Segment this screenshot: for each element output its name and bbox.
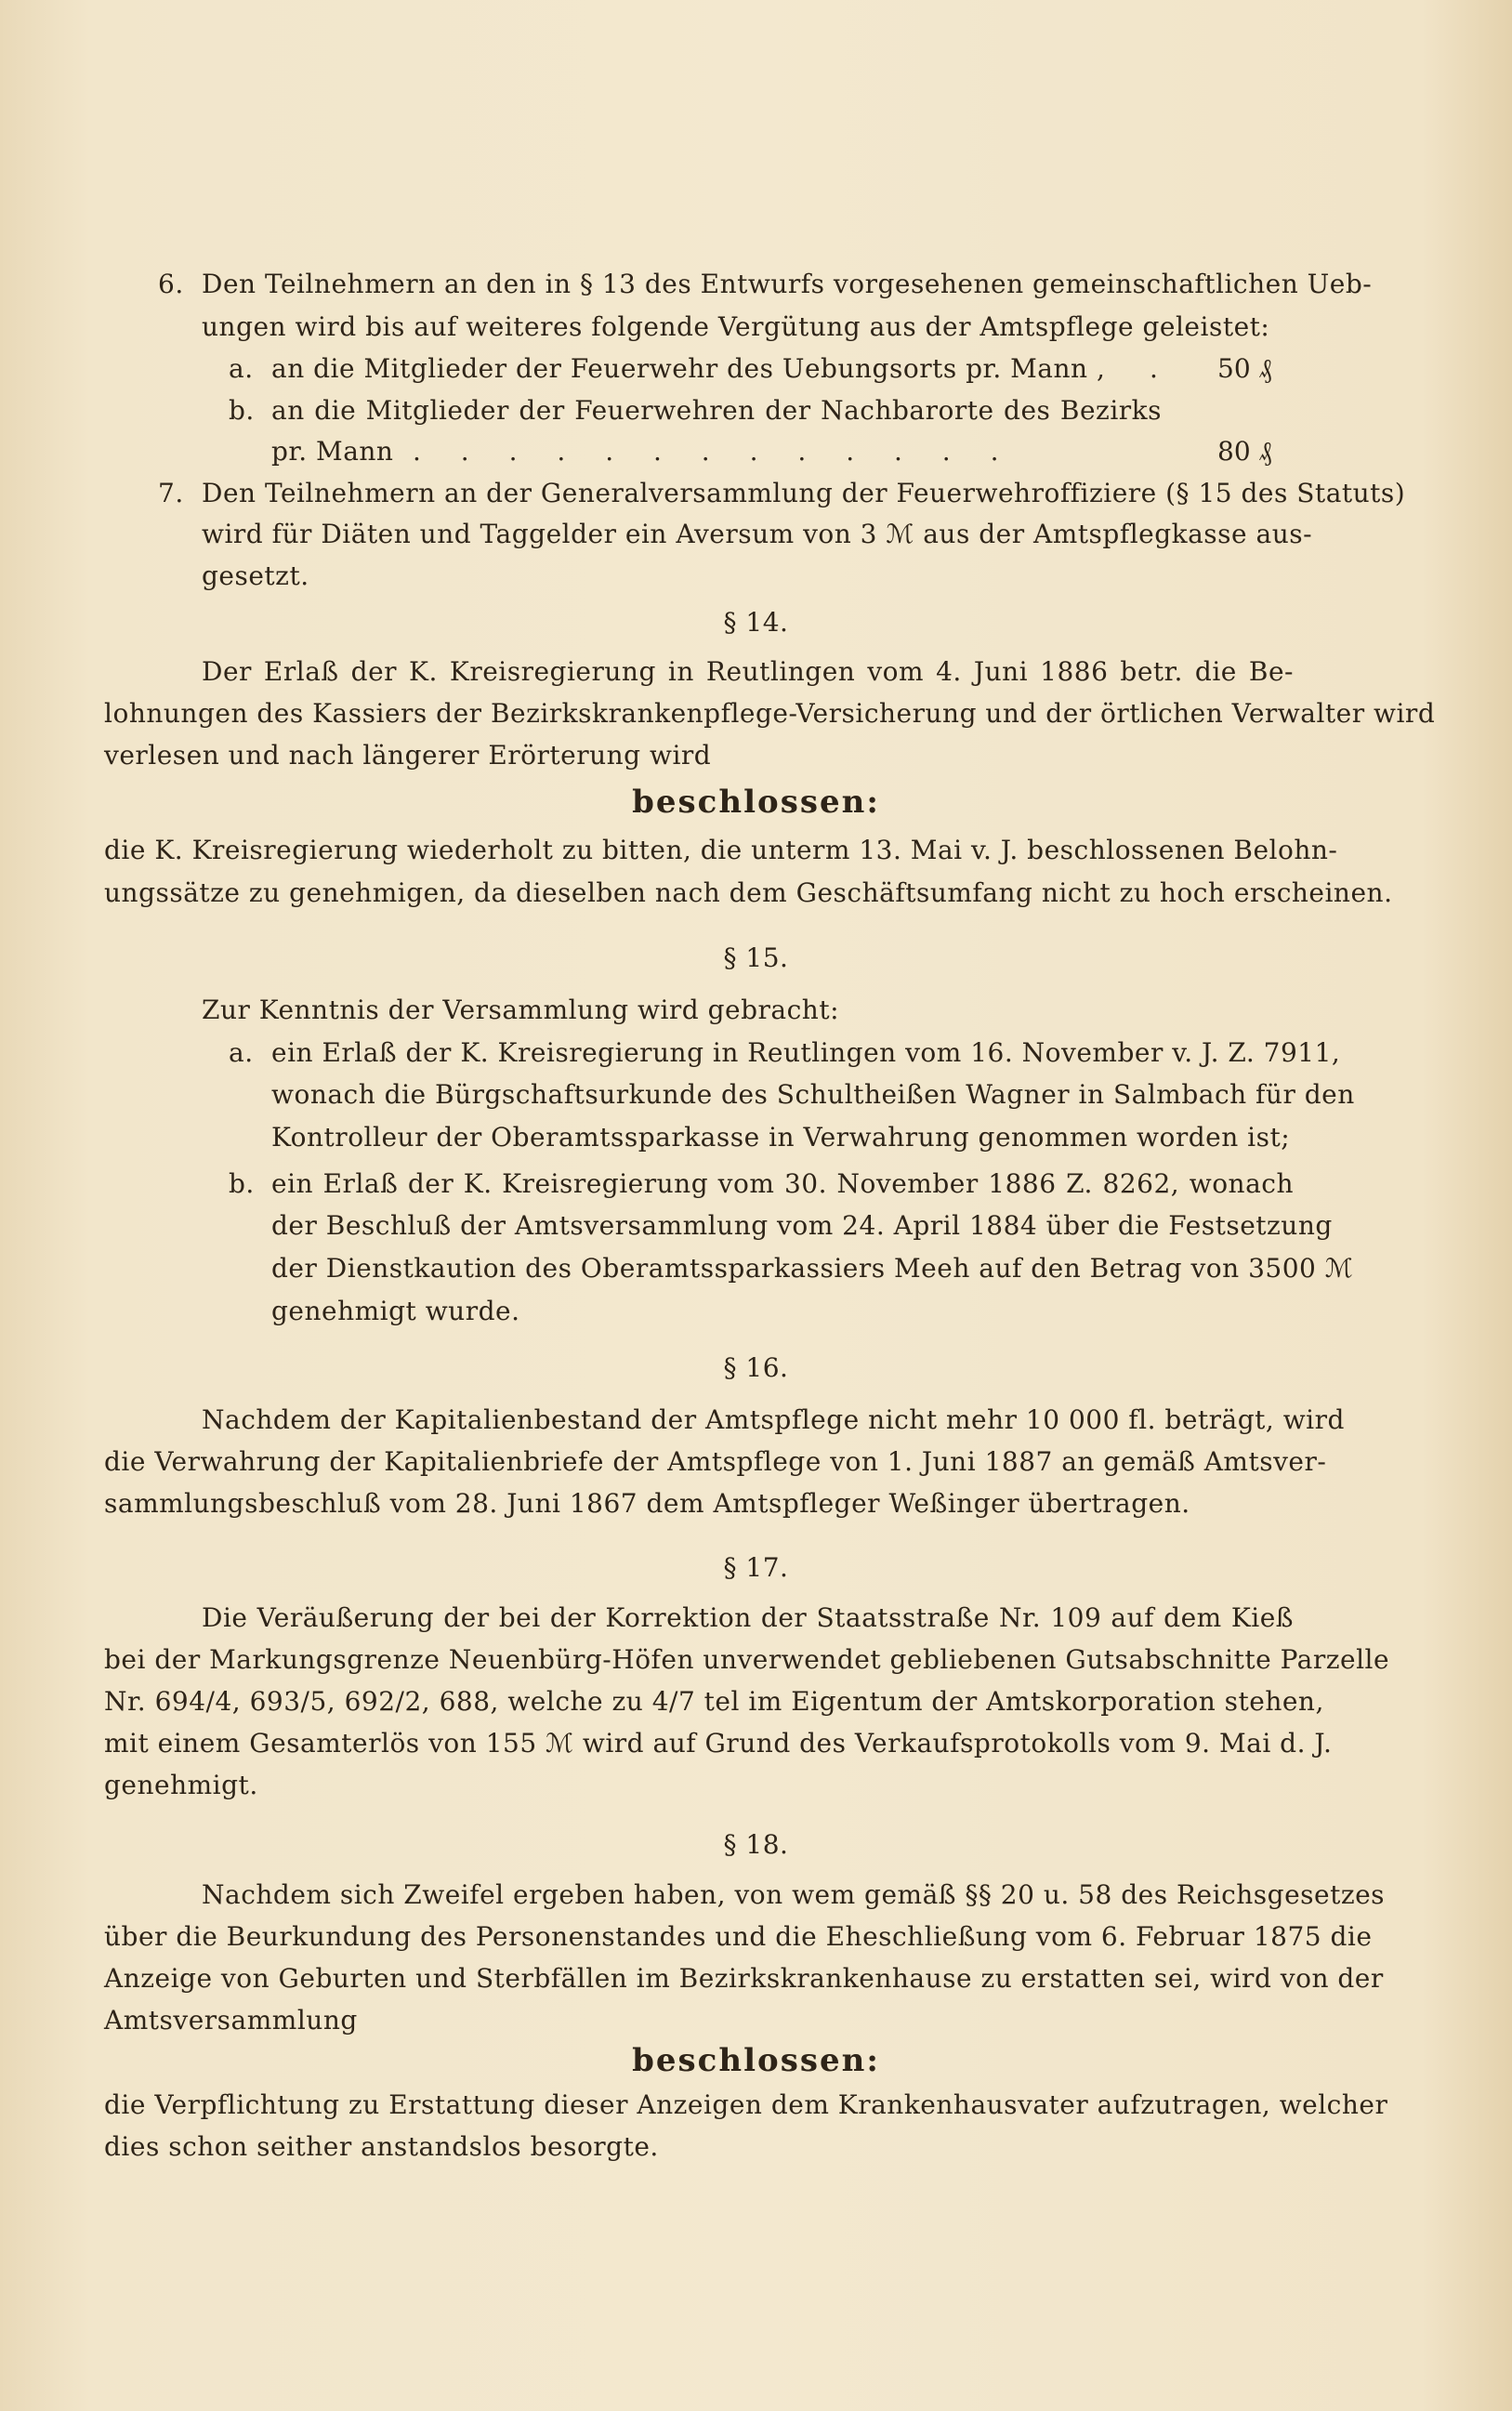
section-heading: § 16.	[723, 1352, 789, 1383]
item-number: 7.	[158, 478, 184, 508]
text-line: Nachdem der Kapitalienbestand der Amtspflege nicht mehr 10 000 fl. beträgt, wird	[202, 1404, 1345, 1435]
text-line: lohnungen des Kassiers der Bezirkskrankenpflege-Versicherung und der örtlichen Verwalter wird	[104, 698, 1436, 729]
leader-dots: . . . . . . . . . . . . .	[413, 436, 999, 467]
list-text: wonach die Bürgschaftsurkunde des Schultheißen Wagner in Salmbach für den	[271, 1079, 1355, 1110]
text-line: Die Veräußerung der bei der Korrektion der Staatsstraße Nr. 109 auf dem Kieß	[202, 1602, 1294, 1633]
list-text: an die Mitglieder der Feuerwehren der Nachbarorte des Bezirks	[271, 395, 1162, 426]
amount: 80 ₰	[1217, 436, 1272, 467]
text-line: die Verwahrung der Kapitalienbriefe der Amtspflege von 1. Juni 1887 an gemäß Amtsver-	[104, 1446, 1327, 1477]
list-text: der Beschluß der Amtsversammlung vom 24. April 1884 über die Festsetzung	[271, 1210, 1333, 1241]
list-text: pr. Mann	[271, 436, 394, 467]
leader-dot: .	[1150, 353, 1159, 384]
text-line: Den Teilnehmern an der Generalversammlung der Feuerwehroffiziere (§ 15 des Statuts)	[202, 478, 1406, 508]
list-text: Kontrolleur der Oberamtssparkasse in Verwahrung genommen worden ist;	[271, 1122, 1291, 1153]
list-text: ein Erlaß der K. Kreisregierung in Reutlingen vom 16. November v. J. Z. 7911,	[271, 1037, 1341, 1068]
text-line: Der Erlaß der K. Kreisregierung in Reutlingen vom 4. Juni 1886 betr. die Be-	[202, 656, 1294, 687]
list-text: genehmigt wurde.	[271, 1296, 520, 1326]
text-line: gesetzt.	[202, 560, 309, 591]
list-text: der Dienstkaution des Oberamtssparkassiers Meeh auf den Betrag von 3500 ℳ	[271, 1253, 1354, 1284]
text-line: die K. Kreisregierung wiederholt zu bitten, die unterm 13. Mai v. J. beschlossenen Belohn-	[104, 835, 1338, 865]
text-line: über die Beurkundung des Personenstandes und die Eheschließung vom 6. Februar 1875 die	[104, 1921, 1373, 1952]
list-label: a.	[229, 353, 254, 384]
text-line: ungen wird bis auf weiteres folgende Vergütung aus der Amtspflege geleistet:	[202, 311, 1270, 342]
text-line: genehmigt.	[104, 1770, 258, 1800]
amount: 50 ₰	[1217, 353, 1272, 384]
item-number: 6.	[158, 269, 184, 299]
list-text: ein Erlaß der K. Kreisregierung vom 30. November 1886 Z. 8262, wonach	[271, 1168, 1294, 1199]
text-line: die Verpflichtung zu Erstattung dieser Anzeigen dem Krankenhausvater aufzutragen, welcher	[104, 2089, 1388, 2120]
text-line: Amtsversammlung	[104, 2005, 358, 2036]
text-line: bei der Markungsgrenze Neuenbürg-Höfen unverwendet gebliebenen Gutsabschnitte Parzelle	[104, 1644, 1390, 1675]
section-heading: § 14.	[723, 607, 789, 638]
resolution-heading: beschlossen:	[632, 784, 880, 821]
text-line: Zur Kenntnis der Versammlung wird gebracht:	[202, 995, 840, 1025]
text-line: verlesen und nach längerer Erörterung wird	[104, 740, 712, 771]
text-line: Nachdem sich Zweifel ergeben haben, von wem gemäß §§ 20 u. 58 des Reichsgesetzes	[202, 1879, 1386, 1910]
list-text: an die Mitglieder der Feuerwehr des Uebungsorts pr. Mann ,	[271, 353, 1106, 384]
list-label: b.	[229, 395, 255, 426]
section-heading: § 17.	[723, 1552, 789, 1583]
text-line: mit einem Gesamterlös von 155 ℳ wird auf Grund des Verkaufsprotokolls vom 9. Mai d. J.	[104, 1728, 1333, 1759]
text-line: Nr. 694/4, 693/5, 692/2, 688, welche zu 4/7 tel im Eigentum der Amtskorporation stehen,	[104, 1686, 1324, 1717]
section-heading: § 18.	[723, 1829, 789, 1860]
text-line: ungssätze zu genehmigen, da dieselben nach dem Geschäftsumfang nicht zu hoch erscheinen.	[104, 877, 1393, 908]
list-label: a.	[229, 1037, 254, 1068]
text-line: sammlungsbeschluß vom 28. Juni 1867 dem Amtspfleger Weßinger übertragen.	[104, 1488, 1190, 1519]
text-line: Anzeige von Geburten und Sterbfällen im Bezirkskrankenhause zu erstatten sei, wird von der	[104, 1963, 1384, 1994]
text-line: Den Teilnehmern an den in § 13 des Entwurfs vorgesehenen gemeinschaftlichen Ueb-	[202, 269, 1373, 299]
text-line: dies schon seither anstandslos besorgte.	[104, 2131, 659, 2162]
section-heading: § 15.	[723, 942, 789, 973]
list-label: b.	[229, 1168, 255, 1199]
resolution-heading: beschlossen:	[632, 2042, 880, 2079]
text-line: wird für Diäten und Taggelder ein Aversum von 3 ℳ aus der Amtspflegkasse aus-	[202, 519, 1313, 549]
